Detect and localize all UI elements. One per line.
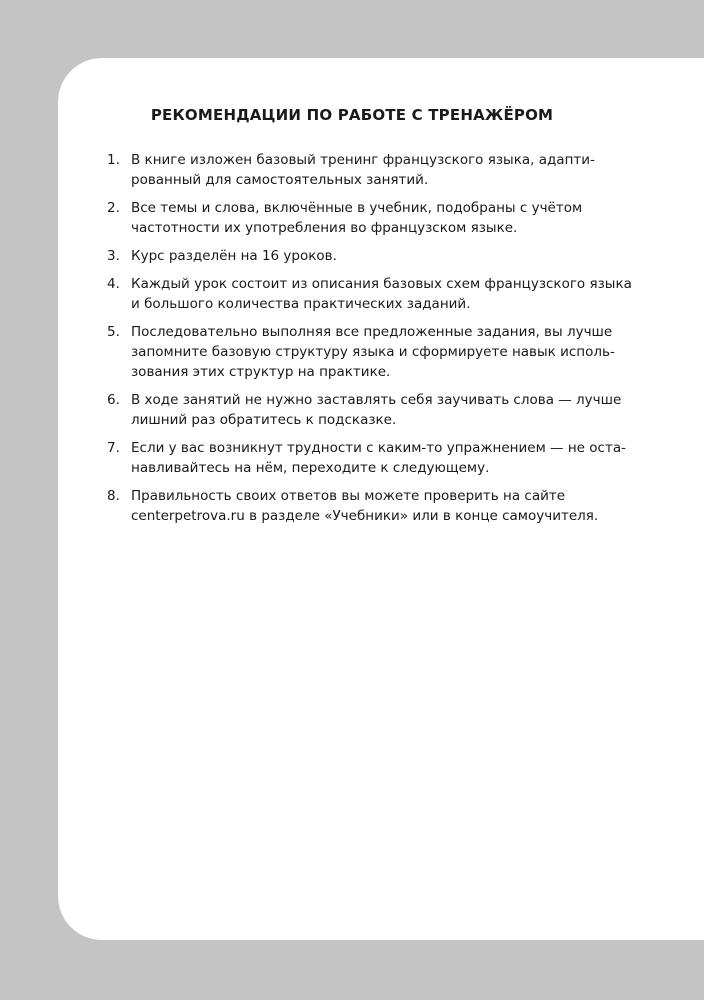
list-item xyxy=(107,198,632,238)
item-text: Все темы и слова, включённые в учебник, подобраны с учётом частотности их употребления во французском языке. xyxy=(131,200,583,236)
item-number: 3. xyxy=(107,248,120,264)
recommendations-list xyxy=(107,150,632,534)
item-number: 1. xyxy=(107,152,120,168)
item-text: Если у вас возникнут трудности с каким-то упражнением — не оста-навливайтесь на нём, переходите к следующему. xyxy=(131,440,626,476)
list-item xyxy=(107,438,632,478)
list-item xyxy=(107,150,632,190)
document-page xyxy=(58,58,704,940)
list-item xyxy=(107,246,632,266)
page-title: РЕКОМЕНДАЦИИ ПО РАБОТЕ С ТРЕНАЖЁРОМ xyxy=(150,106,554,124)
item-text: Курс разделён на 16 уроков. xyxy=(131,248,337,264)
item-text: В книге изложен базовый тренинг французского языка, адапти-рованный для самостоятельных занятий. xyxy=(131,152,595,188)
item-text: Последовательно выполняя все предложенные задания, вы лучше запомните базовую структуру языка и сформируете навык исполь-зования этих структур на практике. xyxy=(131,324,615,380)
item-number: 7. xyxy=(107,440,120,456)
item-number: 4. xyxy=(107,276,120,292)
list-item xyxy=(107,322,632,382)
list-item xyxy=(107,486,632,526)
list-item xyxy=(107,274,632,314)
item-number: 5. xyxy=(107,324,120,340)
item-text: В ходе занятий не нужно заставлять себя заучивать слова — лучше лишний раз обратитесь к подсказке. xyxy=(131,392,622,428)
item-number: 8. xyxy=(107,488,120,504)
item-text: Каждый урок состоит из описания базовых схем французского языка и большого количества практических заданий. xyxy=(131,276,632,312)
item-number: 6. xyxy=(107,392,120,408)
item-text: Правильность своих ответов вы можете проверить на сайте centerpetrova.ru в разделе «Учебники» или в конце самоучителя. xyxy=(131,488,599,524)
list-item xyxy=(107,390,632,430)
item-number: 2. xyxy=(107,200,120,216)
